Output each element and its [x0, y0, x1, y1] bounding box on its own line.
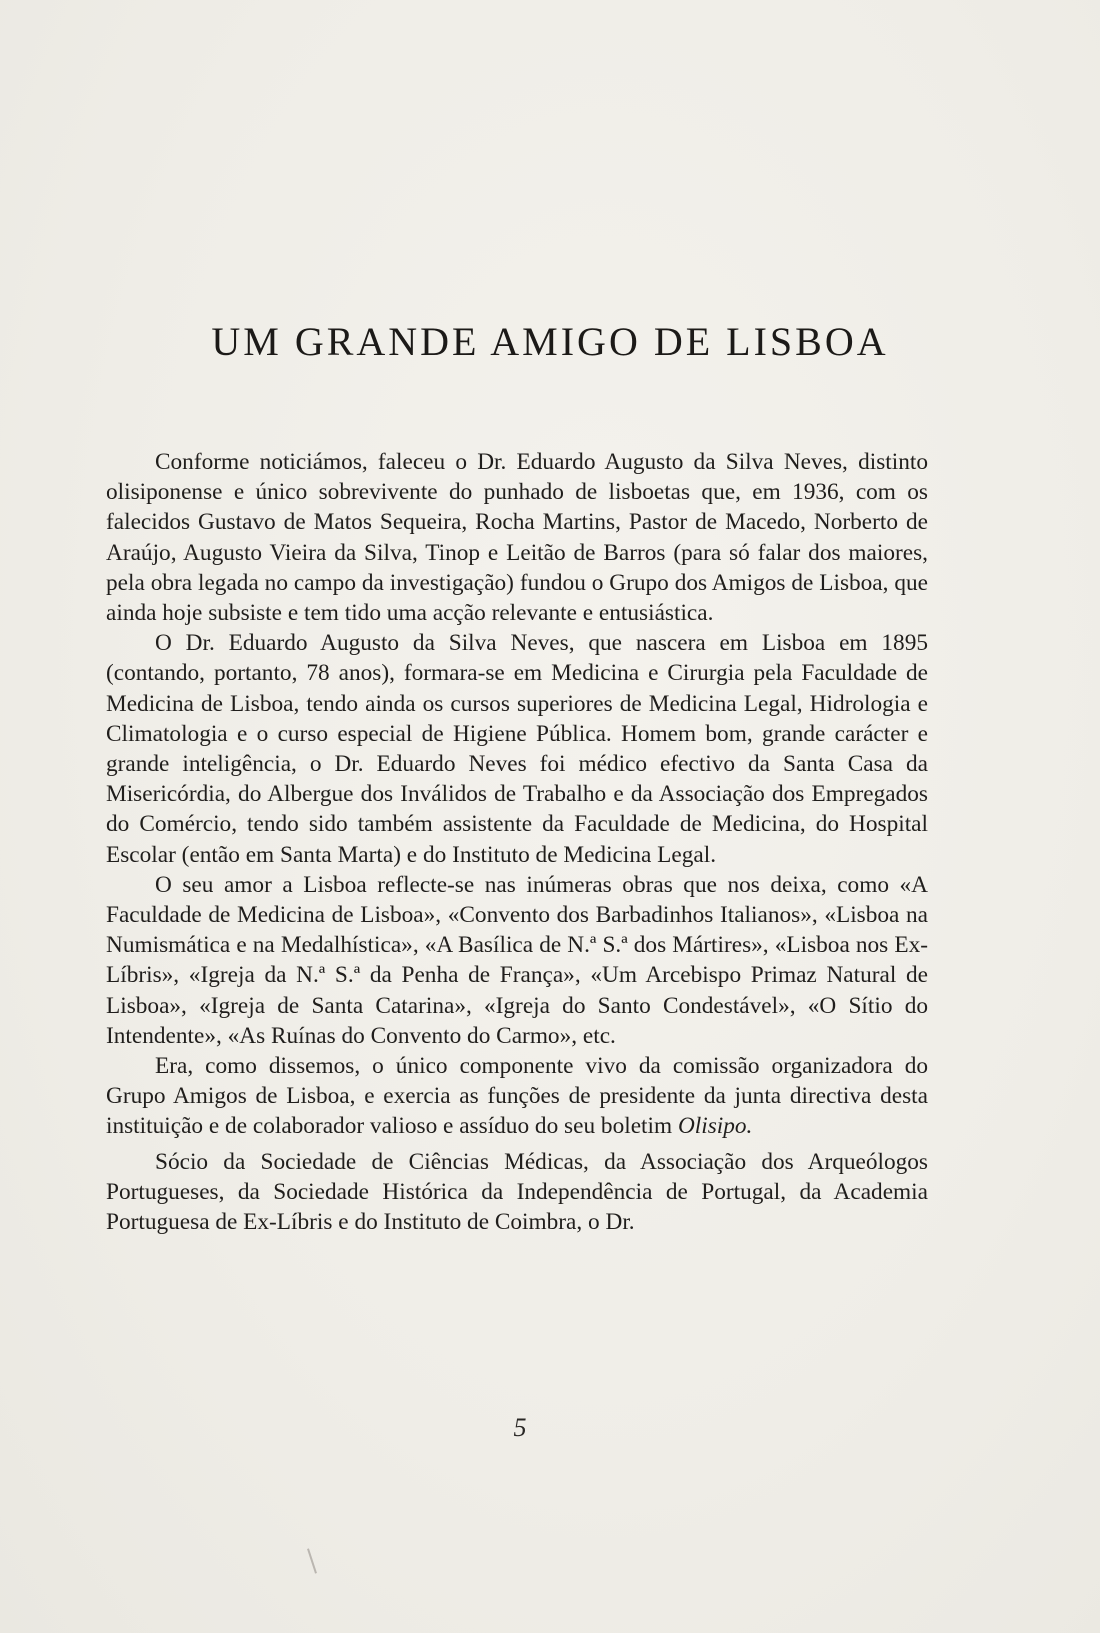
paragraph-2: O Dr. Eduardo Augusto da Silva Neves, que nascera em Lisboa em 1895 (contando, portanto, 78 anos), formara-se em Medicina e Cirurgia pela Faculdade de Medicina de Lisboa, tendo ainda os cursos superiores de Medicina Legal, Hidrologia e Climatologia e o curso especial de Higiene Pública. Homem bom, grande carácter e grande inteligência, o Dr. Eduardo Neves foi médico efectivo da Santa Casa da Misericórdia, do Albergue dos Inválidos de Trabalho e da Associação dos Empregados do Comércio, tendo sido também assistente da Faculdade de Medicina, do Hospital Escolar (então em Santa Marta) e do Instituto de Medicina Legal.	[106, 630, 928, 868]
page-number: 5	[513, 1413, 527, 1442]
paragraph-4	[106, 1051, 928, 1142]
paragraph-4-text: Era, como dissemos, o único componente vivo da comissão organizadora do Grupo Amigos de Lisboa, e exercia as funções de presidente da junta directiva desta instituição e de colaborador valioso e assíduo do seu boletim	[106, 1053, 928, 1140]
paper-mark	[307, 1548, 317, 1573]
paragraph-5: Sócio da Sociedade de Ciências Médicas, da Associação dos Arqueólogos Portugueses, da Sociedade Histórica da Independência de Portugal, da Academia Portuguesa de Ex-Líbris e do Instituto de Coimbra, o Dr.	[106, 1148, 928, 1236]
paragraph-1: Conforme noticiámos, faleceu o Dr. Eduardo Augusto da Silva Neves, distinto olisiponense e único sobrevivente do punhado de lisboetas que, em 1936, com os falecidos Gustavo de Matos Sequeira, Rocha Martins, Pastor de Macedo, Norberto de Araújo, Augusto Vieira da Silva, Tinop e Leitão de Barros (para só falar dos maiores, pela obra legada no campo da investigação) fundou o Grupo dos Amigos de Lisboa, que ainda hoje subsiste e tem tido uma acção relevante e entusiástica.	[106, 449, 928, 627]
paragraph-3: O seu amor a Lisboa reflecte-se nas inúmeras obras que nos deixa, como «A Faculdade de Medicina de Lisboa», «Convento dos Barbadinhos Italianos», «Lisboa na Numismática e na Medalhística», «A Basílica de N.ª S.ª dos Mártires», «Lisboa nos Ex-Líbris», «Igreja da N.ª S.ª da Penha de França», «Um Arcebispo Primaz Natural de Lisboa», «Igreja de Santa Catarina», «Igreja do Santo Condestável», «O Sítio do Intendente», «As Ruínas do Convento do Carmo», etc.	[106, 871, 928, 1049]
journal-name: Olisipo.	[677, 1113, 753, 1140]
article-title: UM GRANDE AMIGO DE LISBOA	[211, 319, 889, 364]
article-body	[106, 447, 928, 1237]
